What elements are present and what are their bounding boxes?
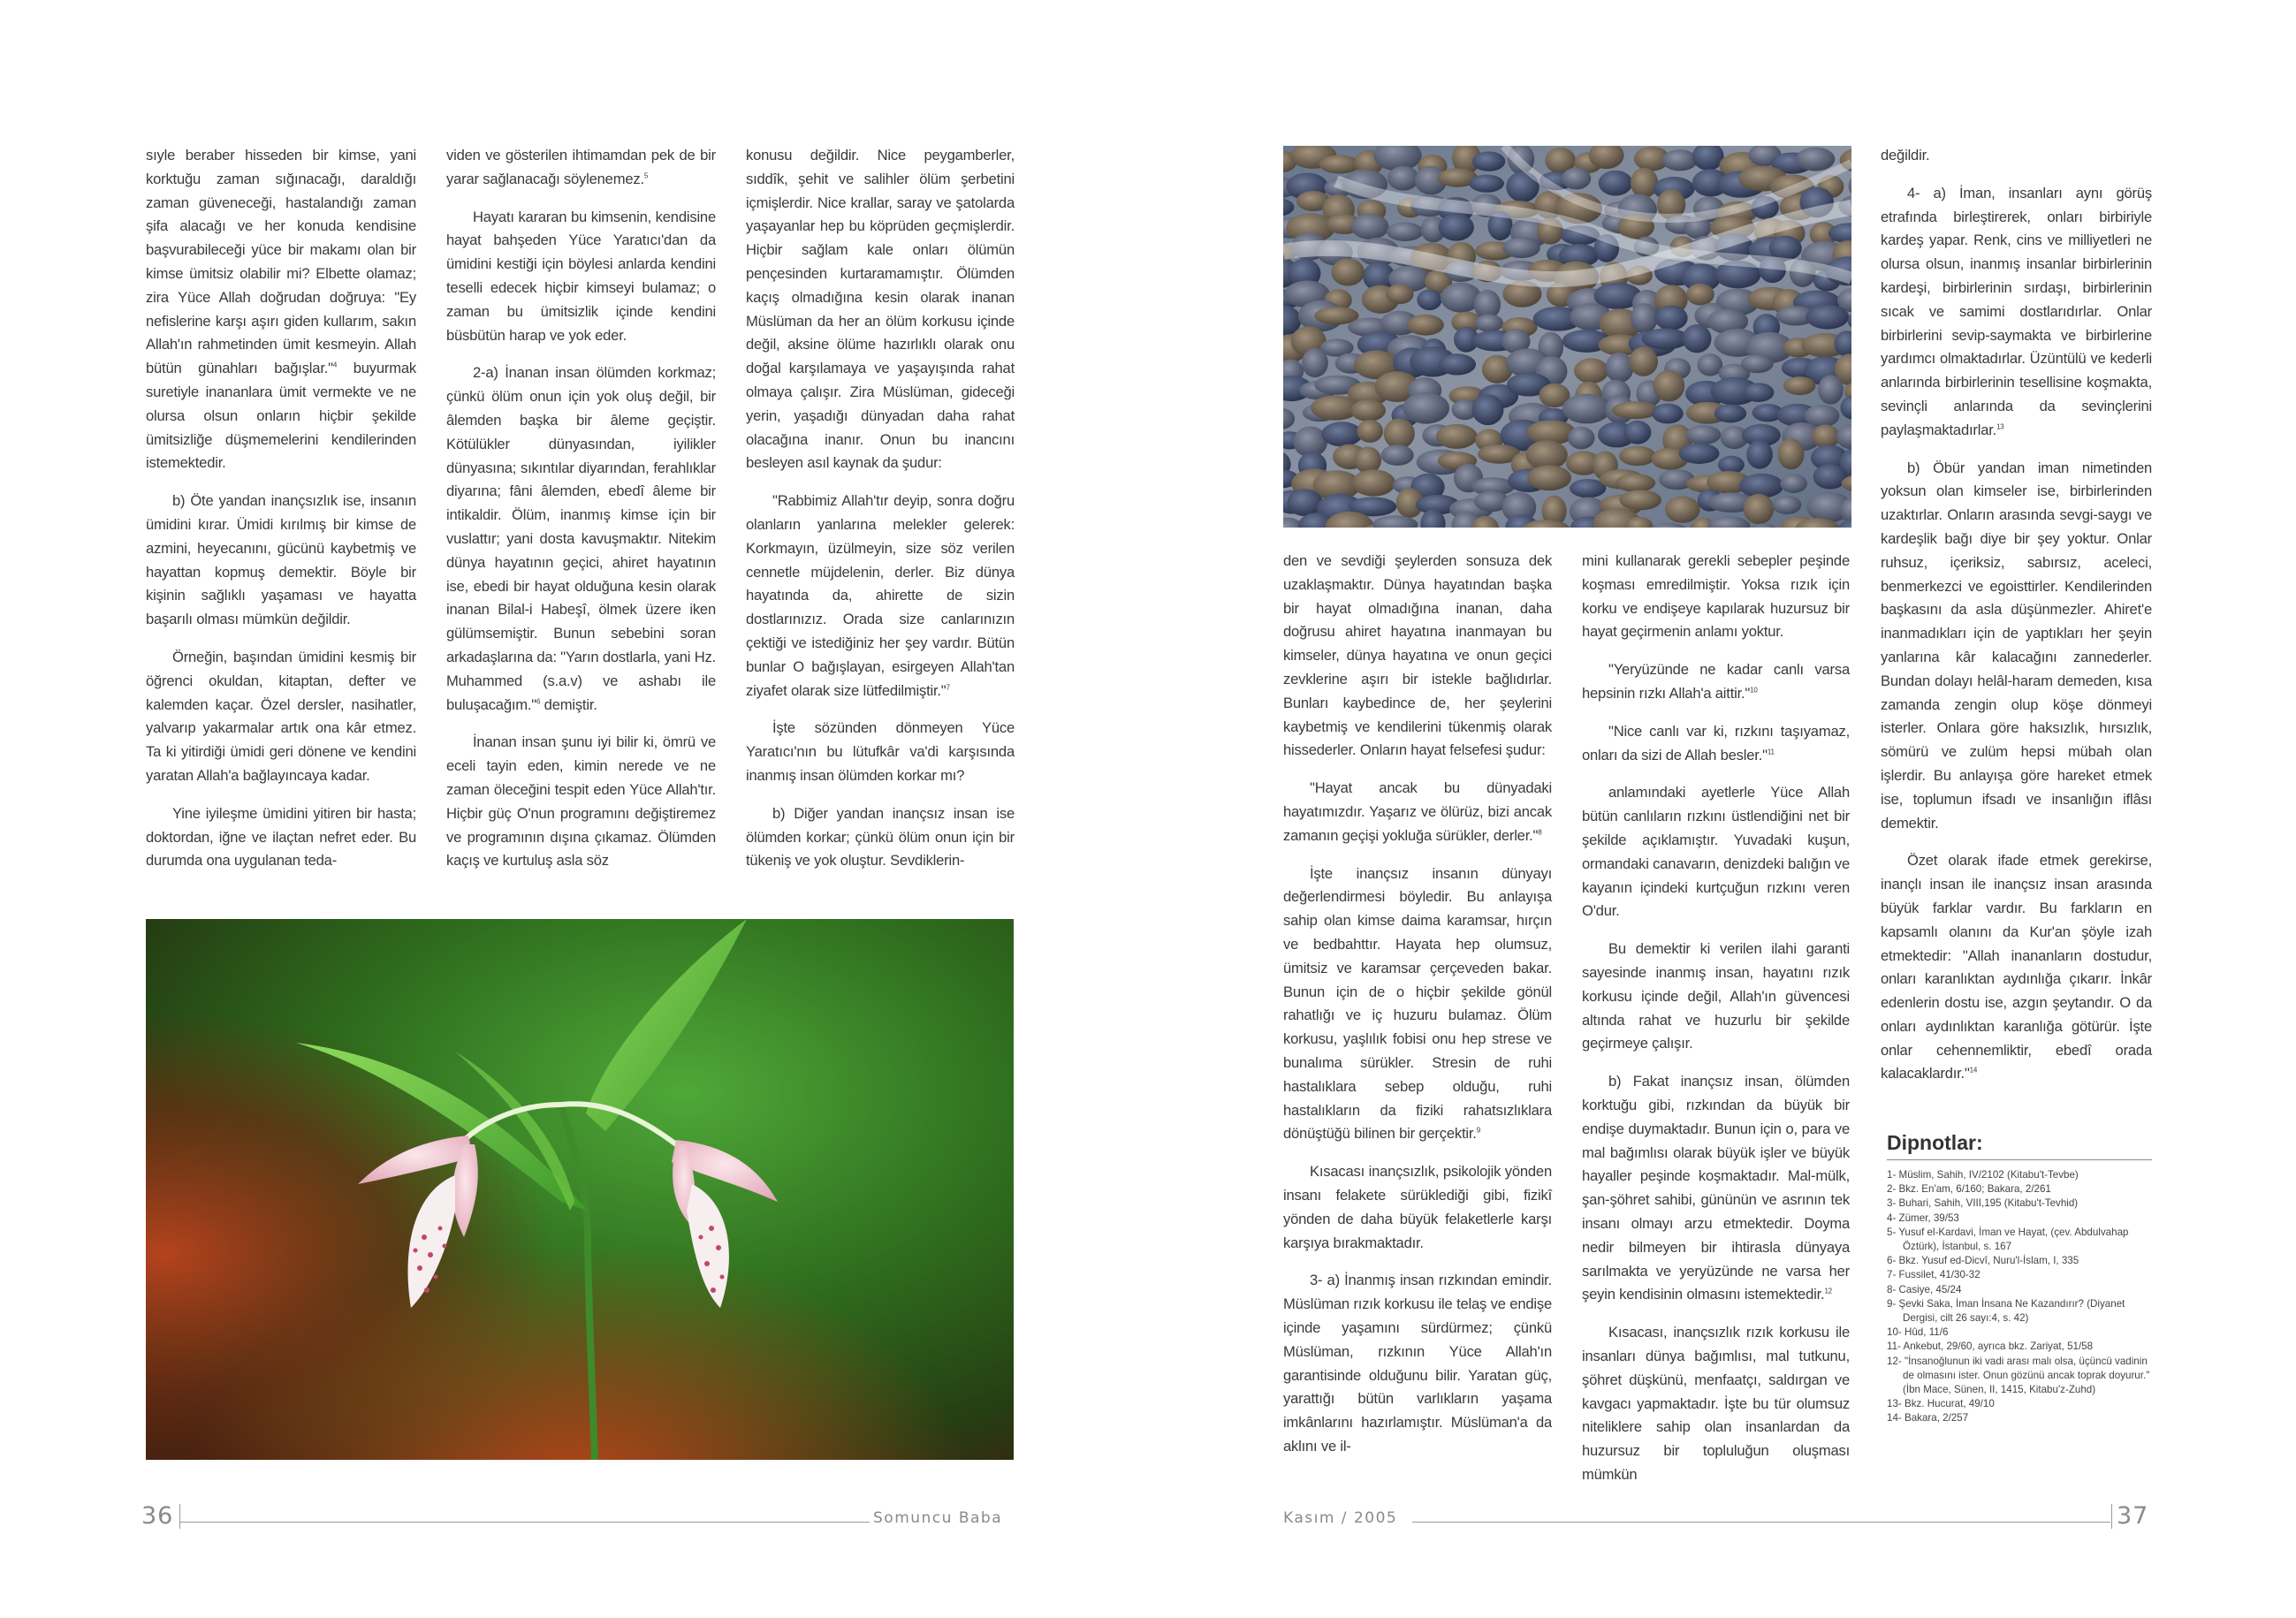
- footnote-item: 12- "İnsanoğlunun iki vadi arası malı olsa, üçüncü vadinin de olmasını ister. Onun gözünü ancak toprak doyurur." (İbn Mace, Sünen, II, 1415, Kitabu'z-Zuhd): [1887, 1355, 2150, 1396]
- pebble: [1527, 465, 1571, 490]
- pebble: [1780, 475, 1807, 493]
- footnote-item: 14- Bakara, 2/257: [1887, 1412, 1969, 1424]
- paragraph: b) Fakat inançsız insan, ölümden korktuğu gibi, rızkından da büyük bir endişe duymaktadır. Bunun için o, para ve mal bağımlısı olarak büyük işler ve büyük hayaller peşinde koşmaktadır. Mal-mülk, şan-şöhret sahibi, gününün ve asrının tek insanı olmayı arzu etmektedir. Doyma nedir bilmeyen bir ihtirasla dünyaya sarılmakta ve yeryüzünde ne varsa her şeyin kendisinin olmasını istemektedir.$^{12}$: [1582, 1073, 1850, 1303]
- pebble: [1744, 494, 1775, 524]
- footnote-item: 10- Hûd, 11/6: [1887, 1326, 1949, 1339]
- pebble: [1321, 422, 1362, 446]
- column-5: [1582, 550, 1850, 1501]
- pebble: [1619, 446, 1656, 466]
- footnote-item: 2- Bkz. En'am, 6/160; Bakara, 2/261: [1887, 1183, 2051, 1196]
- pebble: [1631, 303, 1658, 333]
- column-4: [1283, 550, 1552, 1473]
- pebble: [1568, 427, 1594, 450]
- pebble: [1472, 151, 1505, 171]
- pebble: [1384, 419, 1415, 450]
- footnote-ref: 8: [1538, 828, 1542, 837]
- paragraph: 2-a) İnanan insan ölümden korkmaz; çünkü ölüm onun için yok oluş değil, bir âlemden başka bir âleme geçiştir. Kötülükler dünyasından, iyilikler dünyasına; sıkıntılar diyarından, ferahlıklar diyarına; fâni âlemden, ebedî âleme bir intikaldir. Ölüm, inanmış kimse için bir vuslattır; yani dosta kavuşmaktır. Nitekim dünya hayatının geçici, ahiret hayatının ise, ebedi bir hayat olduğuna kesin olarak inanan Bilal-i Habeşî, ölmek üzere iken gülümsemiştir. Bunun sebebini soran arkadaşlarına da: "Yarın dostlarla, yani Hz. Muhammed (s.a.v) ve ashabı ile buluşacağım."$^6$ demiştir.: [446, 364, 716, 713]
- pebble: [1652, 403, 1684, 423]
- pebble: [1469, 175, 1504, 193]
- pebble: [1616, 474, 1655, 492]
- pebble: [1746, 440, 1773, 468]
- paragraph: İşte sözünden dönmeyen Yüce Yaratıcı'nın bu lütufkâr va'di karşısında inanmış insan ölümden korkar mı?: [746, 719, 1015, 784]
- right-page-number: 37: [2117, 1502, 2149, 1530]
- right-footer-bar: [2111, 1504, 2112, 1529]
- column-6: [1881, 144, 2152, 1100]
- pebble: [1407, 315, 1444, 336]
- paragraph: b) Diğer yandan inançsız insan ise ölümden korkar; çünkü ölüm onun için bir tükeniş ve yok oluştur. Sevdiklerin-: [746, 804, 1015, 870]
- paragraph: "Nice canlı var ki, rızkını taşıyamaz, onları da sizi de Allah besler."$^{11}$: [1582, 722, 1850, 763]
- pebble: [1714, 404, 1746, 422]
- footnote-ref: 4: [332, 361, 338, 369]
- pebble: [1403, 392, 1449, 423]
- pebbles-photo: [1283, 146, 1851, 528]
- pebble: [1574, 358, 1608, 384]
- footnotes-divider: [1887, 1159, 2152, 1160]
- footnote-ref: 10: [1750, 686, 1758, 695]
- pebble: [1665, 496, 1700, 522]
- column-1: [146, 144, 416, 887]
- footnote-ref: 9: [1476, 1126, 1480, 1135]
- paragraph: Bu demektir ki verilen ilahi garanti sayesinde inanmış insan, hayatını rızık korkusu içinde değil, Allah'ın güvencesi altında rahat ve huzurlu bir şekilde geçirmeye çalışır.: [1582, 940, 1850, 1052]
- pebble: [1355, 447, 1381, 474]
- paragraph: İnanan insan şunu iyi bilir ki, ömrü ve eceli tayin eden, kimin nerede ve ne zaman öleceğini tespit eden Yüce Allah'tır. Hiçbir güç O'nun programını değiştiremez ve programının dışına çıkamaz. Ölümden kaçış ve kurtuluş asla söz: [446, 733, 716, 870]
- pebble: [1436, 424, 1478, 449]
- pebble: [1357, 420, 1383, 443]
- pebble: [1352, 469, 1395, 496]
- footnote-item: 1- Müslim, Sahih, IV/2102 (Kitabu't-Tevbe): [1887, 1169, 2079, 1181]
- left-footer-rule: [180, 1522, 870, 1523]
- right-footer-label: Kasım / 2005: [1283, 1509, 1398, 1527]
- paragraph: Kısacası, inançsızlık rızık korkusu ile insanları dünya bağımlısı, mal tutkunu, şöhret düşkünü, menfaatçı, saldırgan ve kavgacı yapmaktadır. İşte bu tür olumsuz niteliklere sahip olan insanlardan da huzursuz bir topluluğun oluşması mümkün: [1582, 1324, 1850, 1483]
- pebble: [1654, 370, 1685, 402]
- footnote-item: 3- Buhari, Sahih, VIII,195 (Kitabu't-Tevhid): [1887, 1197, 2079, 1210]
- footnote-ref: 14: [1969, 1066, 1978, 1075]
- pebble: [1386, 284, 1413, 304]
- footnote-item: 7- Fussilet, 41/30-32: [1887, 1269, 1980, 1281]
- paragraph: "Hayat ancak bu dünyadaki hayatımızdır. Yaşarız ve ölürüz, bizi ancak zamanın geçişi yokluğa sürükler, derler."$^8$: [1283, 779, 1552, 844]
- footnote-ref: 13: [1996, 422, 2004, 431]
- paragraph: "Rabbimiz Allah'tır deyip, sonra doğru olanların yanlarına melekler gelerek: Korkmayın, üzülmeyin, size söz verilen cennetle müjdelenin, derler. Biz dünya hayatında da, ahirette de sizin dostlarınızız. Orada size canlarınızın çektiği ve istediğiniz her şey vardır. Bütün bunlar O bağışlayan, esirgeyen Allah'tan ziyafet olarak size lütfedilmiştir."$^7$: [746, 492, 1015, 699]
- footnote-ref: 12: [1824, 1287, 1832, 1295]
- pebble: [1381, 444, 1414, 466]
- pebble: [1623, 421, 1651, 444]
- pebble: [1683, 324, 1712, 353]
- pebble: [1662, 149, 1698, 171]
- paragraph: değildir.: [1881, 147, 1930, 163]
- footnote-item: 13- Bkz. Hucurat, 49/10: [1887, 1398, 1995, 1410]
- paragraph: Özet olarak ifade etmek gerekirse, inançlı insan ile inançsız insan arasında büyük farklar vardır. Bu farkların en kapsamlı olanını da Kur'an şöyle izah etmektedir: "Allah inananların dostudur, onları karanlıktan aydınlığa çıkarır. İnkâr edenlerin dostu ise, azgın şeytandır. O da onları aydınlıktan karanlığa götürür. İşte onlar cehennemliktir, ebedî orada kalacaklardır."$^{14}$: [1881, 852, 2152, 1082]
- pebble: [1620, 490, 1661, 510]
- pebble: [1599, 171, 1633, 196]
- pebble: [1686, 284, 1714, 306]
- pebble: [1631, 168, 1658, 198]
- paragraph: viden ve gösterilen ihtimamdan pek de bir yarar sağlanacağı söylenemez.$^5$: [446, 147, 716, 187]
- pebble: [1475, 314, 1503, 331]
- paragraph: 3- a) İnanmış insan rızkından emindir. Müslüman rızık korkusu ile telaş ve endişe içinde yaşamını sürdürmez; çünkü Müslüman, rızkının Yüce Allah'ın garantisinde olduğunu bilir. Yaratan güç, yarattığı bütün varlıkların yaşama imkânlarını hazırlamıştır. Müslüman'a da aklını ve il-: [1283, 1272, 1552, 1455]
- pebble: [1772, 496, 1801, 514]
- pebble: [1562, 168, 1591, 190]
- pebble: [1818, 375, 1844, 404]
- pebble: [1743, 383, 1774, 402]
- pebble: [1796, 148, 1835, 171]
- footnote-ref: 5: [643, 171, 649, 180]
- footnote-item: 5- Yusuf el-Kardavi, İman ve Hayat, (çev. Abdulvahap Öztürk), İstanbul, s. 167: [1887, 1226, 2129, 1253]
- pebble: [1562, 394, 1611, 424]
- pebble: [1331, 258, 1365, 285]
- footnote-ref: 7: [946, 683, 950, 691]
- paragraph: konusu değildir. Nice peygamberler, sıddîk, şehit ve salihler ölüm şerbetini içmişlerdir. Nice krallar, saray ve şatolarda yaşayanlar hep bu köprüden geçmişlerdir. Hiçbir sağlam kale onları ölümün pençesinden kurtaramamıştır. Ölümden kaçış olmadığına kesin olarak inanan Müslüman da her an ölüm korkusu içinde değil, aksine ölüme hazırlıklı olarak onu doğal karşılamaya ve yaşayışında rahat olmaya çalışır. Zira Müslüman, gideceği yerin, yaşadığı dünyadan daha rahat olacağına inanır. Onun bu inancını besleyen asıl kaynak da şudur:: [746, 147, 1015, 472]
- pebble: [1472, 394, 1504, 425]
- paragraph: den ve sevdiği şeylerden sonsuza dek uzaklaşmaktır. Dünya hayatından başka bir hayat olmadığına inanan, daha doğrusu ahiret hayatına inanmayan bu kimseler, dünya hayatına ve onun geçici zevklerine aşırı bir istekle bağlıdırlar. Bunları kaybedince de, her şeylerini kaybetmiş ve kendilerini tükenmiş olarak hissederler. Onların hayat felsefesi şudur:: [1283, 552, 1552, 759]
- pebble: [1629, 347, 1658, 376]
- pebble: [1606, 353, 1634, 383]
- pebble: [1741, 354, 1774, 373]
- right-footer-rule: [1412, 1522, 2110, 1523]
- paragraph: anlamındaki ayetlerle Yüce Allah bütün canlıların rızkını üstlendiğini net bir şekilde açıklamıştır. Yuvadaki kuşun, ormandaki canavarın, denizdeki balığın ve kayanın içindeki kurtçuğun rızkını veren O'dur.: [1582, 784, 1850, 920]
- left-footer-label: Somuncu Baba: [873, 1509, 1003, 1527]
- pebble: [1319, 155, 1359, 173]
- orchid-photo: [146, 919, 1014, 1460]
- paragraph: sıyle beraber hisseden bir kimse, yani korktuğu zaman sığınacağı, daraldığı zaman güveneceği, hastalandığı zaman şifa alacağı ve her konuda kendisine başvurabileceği yüce bir makamı olan bir kimse ümitsiz olabilir mi? Elbette olamaz; zira Yüce Allah doğrudan doğruya: "Ey nefislerine karşı aşırı giden kullarım, sakın Allah'ın rahmetinden ümit kesmeyin. Allah bütün günahları bağışlar."$^4$ buyurmak suretiyle inananlara ümit vermekte ve ne olursa olsun onların hiçbir şekilde ümitsizliğe düşmemelerini kendilerinden istemektedir.: [146, 147, 417, 472]
- pebble: [1502, 237, 1540, 258]
- pebble: [1654, 306, 1687, 330]
- pebble: [1642, 328, 1690, 349]
- orchid-illustration: [146, 919, 1014, 1460]
- footnote-item: 6- Bkz. Yusuf ed-Dicvî, Nuru'l-İslam, I, 335: [1887, 1255, 2079, 1267]
- column-2: [446, 144, 716, 887]
- paragraph: Kısacası inançsızlık, psikolojik yönden insanı felakete sürüklediği gibi, fizikî yönden de daha büyük felaketlerle karşı karşıya bırakmaktadır.: [1283, 1163, 1552, 1251]
- pebble: [1783, 376, 1815, 395]
- paragraph: mini kullanarak gerekli sebepler peşinde koşması emredilmiştir. Yoksa rızık için korku ve endişeye kapılarak huzursuz bir hayat geçirmenin anlamı yoktur.: [1582, 552, 1850, 641]
- pebble: [1812, 424, 1839, 448]
- pebble: [1439, 214, 1474, 241]
- pebble: [1417, 289, 1441, 310]
- footnote-ref: 11: [1767, 748, 1775, 756]
- pebble: [1806, 305, 1850, 330]
- footnote-item: 9- Şevki Saka, İman İnsana Ne Kazandırır? (Diyanet Dergisi, cilt 26 sayı:4, s. 42): [1887, 1297, 2125, 1325]
- pebble: [1612, 401, 1660, 419]
- pebble: [1778, 438, 1805, 469]
- pebble: [1387, 166, 1419, 191]
- footnote-item: 4- Zümer, 39/53: [1887, 1212, 1959, 1224]
- pebble: [1387, 223, 1424, 241]
- column-3: [746, 144, 1015, 887]
- paragraph: Hayatı kararan bu kimsenin, kendisine hayat bahşeden Yüce Yaratıcı'dan da ümidini kestiği için böylesi anlarda kendini teselli edecek hiçbir kimseyi bulamaz; o zaman bu ümitsizlik içinde kendini büsbütün harap ve yok eder.: [446, 208, 716, 344]
- footnotes-list: [1887, 1168, 2152, 1426]
- paragraph: b) Öbür yandan iman nimetinden yoksun olan kimseler ise, birbirlerinden uzaktırlar. Onların arasında sevgi-saygı ve kardeşlik bağı diye bir şey yoktur. Onlar ruhsuz, içeriksiz, sabırsız, aceleci, benmerkezci ve egoisttirler. Kendilerinden başkasını da asla düşünmezler. Ahiret'e inanmadıkları için de yaptıkları her şeyin yanlarına kâr kalacağını zannederler. Bundan dolayı helâl-haram demeden, kısa zamanda zengin olup köşe dönmeyi isterler. Onlara göre haksızlık, hırsızlık, sömürü ve zulüm hepsi mübah olan işlerdir. Bu anlayışa göre hareket etmek ise, toplumun ifsadı ve insanlığın iflâsı demektir.: [1881, 459, 2152, 832]
- pebbles-illustration: [1283, 146, 1851, 528]
- left-page-number: 36: [141, 1502, 174, 1530]
- pebble: [1351, 214, 1389, 239]
- footnote-ref: 6: [536, 697, 541, 705]
- footnote-item: 11- Ankebut, 29/60, ayrıca bkz. Zariyat, 51/58: [1887, 1341, 2094, 1353]
- paragraph: "Yeryüzünde ne kadar canlı varsa hepsinin rızkı Allah'a aittir."$^{10}$: [1582, 661, 1850, 702]
- pebble: [1679, 443, 1720, 464]
- footnote-item: 8- Casiye, 45/24: [1887, 1283, 1962, 1295]
- pebble: [1439, 353, 1476, 375]
- left-footer-bar: [179, 1504, 180, 1529]
- pebble: [1686, 425, 1722, 444]
- paragraph: Örneğin, başından ümidini kesmiş bir öğrenci okuldan, kitaptan, defter ve kalemden kaçar. Özel dersler, nasihatler, yalvarıp yakarmalar artık ona kâr etmez. Ta ki yitirdiği ümidi geri dönene ve kendini yaratan Allah'a bağlayıncaya kadar.: [146, 648, 416, 784]
- footnotes-title: Dipnotlar:: [1887, 1131, 1983, 1154]
- paragraph: Yine iyileşme ümidini yitiren bir hasta; doktordan, iğne ve ilaçtan nefret eder. Bu durumda ona uygulanan teda-: [146, 804, 416, 870]
- paragraph: b) Öte yandan inançsızlık ise, insanın ümidini kırar. Ümidi kırılmış bir kimse de azmini, heyecanını, gücünü kaybetmiş ve hayattan kopmuş demektir. Böyle bir kişinin sağlıklı yaşaması ve hayatta başarılı olması mümkün değildir.: [146, 492, 416, 628]
- paragraph: 4- a) İman, insanları aynı görüş etrafında birleştirerek, onları birbiriyle kardeş yapar. Renk, cins ve milliyetleri ne olursa olsun, inanmış insanlar birbirlerinin kardeşi, birbirlerinin sırdaşı, birbirlerinin sıcak ve samimi dostlarıdırlar. Onlar birbirlerini sevip-saymakta ve birbirlerine yardımcı olmaktadırlar. Üzüntülü ve kederli anlarında birbirlerinin tesellisine koşmakta, sevinçli anlarında da sevinçlerini paylaşmaktadırlar.$^{13}$: [1881, 184, 2152, 438]
- pebble: [1350, 399, 1386, 422]
- pebble: [1302, 348, 1328, 377]
- paragraph: İşte inançsız insanın dünyayı değerlendirmesi böyledir. Bu anlayışa sahip olan kimse daima karamsar, hırçın ve bedbahttır. Hayata hep olumsuz, ümitsiz ve karamsar çerçeveden bakar. Bunun için de o hiçbir şekilde gönül rahatlığı ve iç huzuru bulamaz. Ölüm korkusu, yaşlılık fobisi onu hep strese ve bunalıma sürükler. Stresin de ruhi hastalıklara sebep olduğu, ruhi hastalıkların da fiziki rahatsızlıklara dönüştüğü bilinen bir gerçektir.$^9$: [1283, 864, 1552, 1143]
